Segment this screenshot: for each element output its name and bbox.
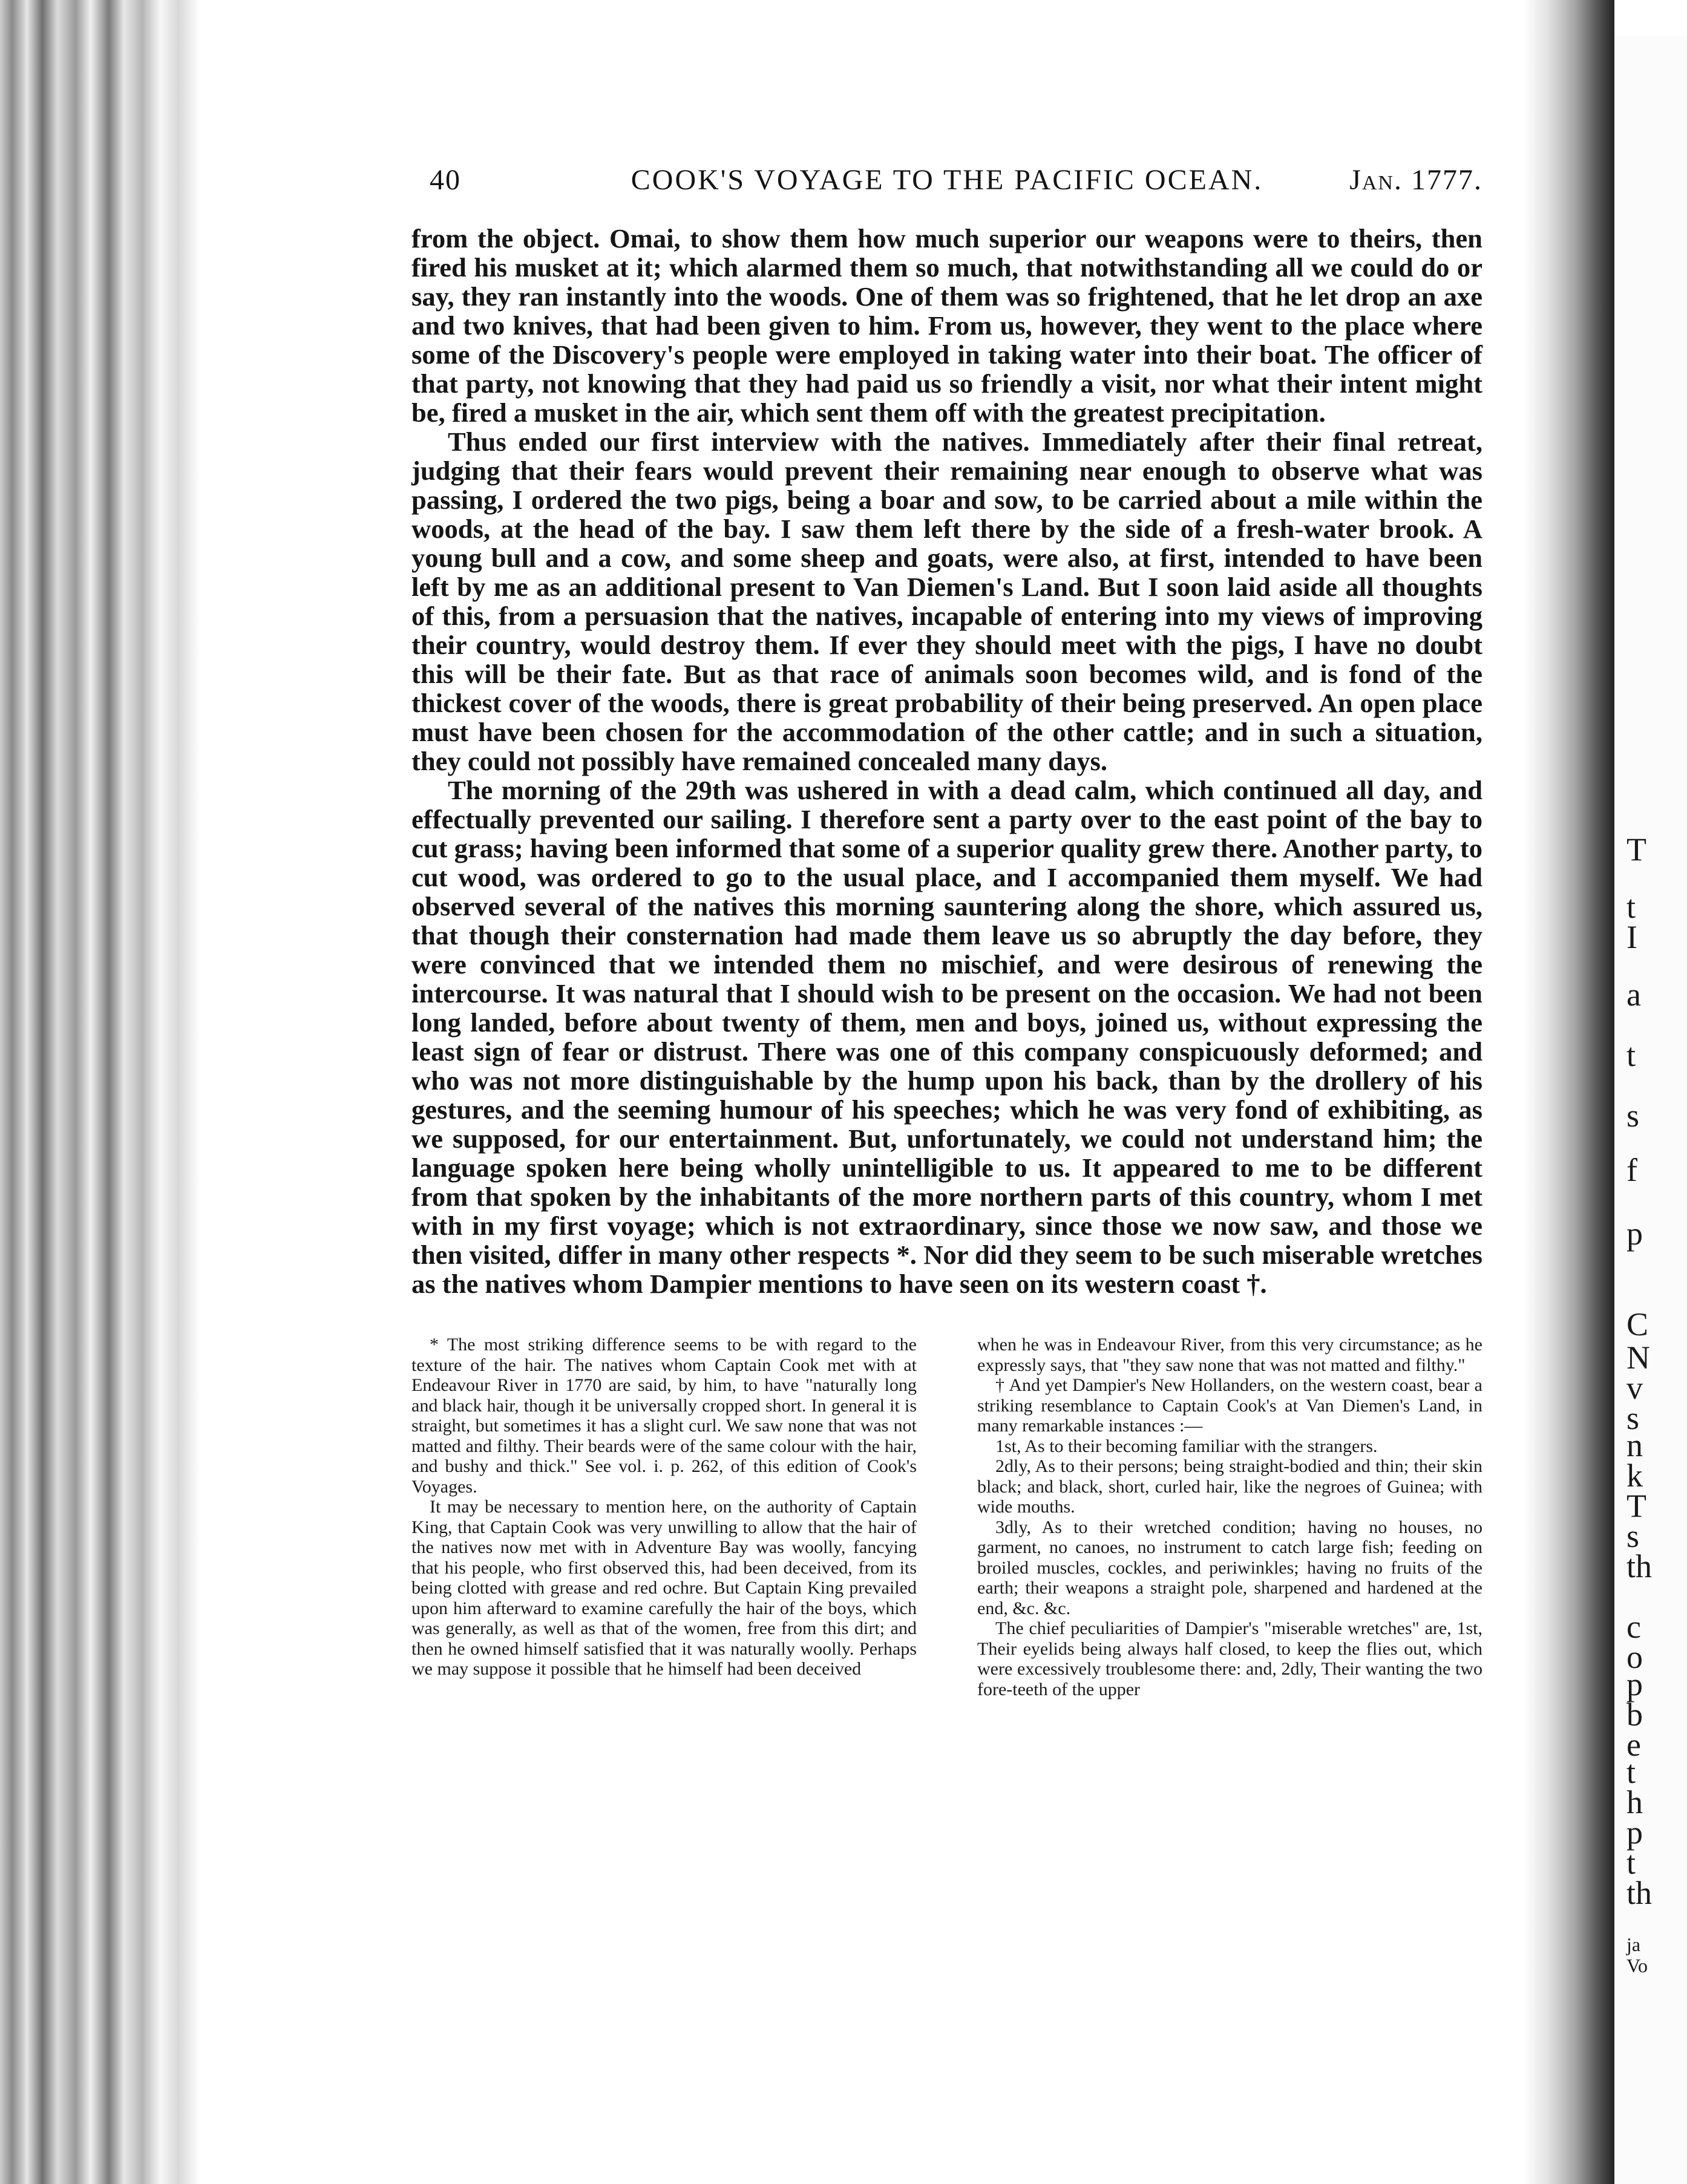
facing-page-fragment: ja [1626,1934,1641,1955]
facing-page-fragment: t [1626,1845,1636,1881]
footnote-paragraph: 1st, As to their becoming familiar with the strangers. [995,1436,1378,1456]
facing-page-fragment: a [1626,976,1641,1013]
facing-page-fragment: Vo [1626,1955,1648,1976]
facing-page-fragment: h [1626,1784,1643,1820]
footnote-paragraph: It may be necessary to mention here, on the authority of Captain King, that Captain Cook was very unwilling to allow that the hair of the natives now met with in Adventure Bay was woolly, fancying that his people, who first observed this, had been deceived, from its being clotted with grease and red ochre. But Captain King prevailed upon him afterward to examine carefully the hair of the boys, which was generally, as well as that of the women, free from this dirt; and then he owned himself satisfied that it was naturally woolly. Perhaps we may suppose it possible that he himself had been deceived [411,1497,917,1679]
footnotes [411,1335,1482,1699]
facing-page-fragment: f [1626,1152,1637,1188]
paragraph: from the object. Omai, to show them how much superior our weapons were to theirs, then fired his musket at it; which alarmed them so much, that notwithstanding all we could do or say, they ran instantly into the woods. One of them was so frightened, that he let drop an axe and two knives, that had been given to him. From us, however, they went to the place where some of the Discovery's people were employed in taking water into their boat. The officer of that party, not knowing that they had paid us so friendly a visit, nor what their intent might be, fired a musket in the air, which sent them off with the greatest precipitation. [411,223,1482,428]
facing-page-fragment: t [1626,1037,1636,1073]
running-head [411,163,1482,206]
facing-page-fragment: th [1626,1875,1653,1911]
binding-gutter [0,0,200,2184]
facing-page-fragment: T [1626,1488,1646,1524]
facing-page-fragment: v [1626,1370,1643,1406]
facing-page-fragment: I [1626,919,1637,955]
facing-page-fragment: th [1626,1548,1653,1584]
footnote-column-right [977,1335,1482,1699]
facing-page-fragment: C [1626,1306,1649,1342]
footnote-paragraph: when he was in Endeavour River, from this very circumstance; as he expressly says, that "they saw none that was not matted and filthy." [977,1335,1482,1375]
facing-page-fragment: N [1626,1339,1650,1376]
body-text [411,224,1482,1298]
page-number: 40 [430,164,461,196]
facing-page-fragment: p [1626,1666,1643,1702]
facing-page-fragment: s [1626,1097,1640,1134]
running-title: COOK'S VOYAGE TO THE PACIFIC OCEAN. [631,164,1263,196]
facing-page-fragment: n [1626,1427,1643,1463]
facing-page-fragment: s [1626,1400,1640,1436]
facing-page-fragment: t [1626,1754,1636,1790]
paragraph: Thus ended our first interview with the natives. Immediately after their final retreat, judging that their fears would prevent their remaining near enough to observe what was passing, I ordered the two pigs, being a boar and sow, to be carried about a mile within the woods, at the head of the bay. I saw them left there by the side of a fresh-water brook. A young bull and a cow, and some sheep and goats, were also, at first, intended to have been left by me as an additional present to Van Diemen's Land. But I soon laid aside all thoughts of this, from a persuasion that the natives, incapable of entering into my views of improving their country, would destroy them. If ever they should meet with the pigs, I have no doubt this will be their fate. But as that race of animals soon becomes wild, and is fond of the thickest cover of the woods, there is great probability of their being preserved. An open place must have been chosen for the accommodation of the other cattle; and in such a situation, they could not possibly have remained concealed many days. [411,427,1482,776]
facing-page-fragment: t [1626,889,1636,925]
facing-page-fragment: b [1626,1696,1643,1733]
facing-page-fragment: e [1626,1727,1641,1763]
facing-page-fragment: o [1626,1639,1643,1675]
book-page [411,163,1482,1699]
facing-page-fragment: p [1626,1814,1643,1851]
facing-page-edge [1614,36,1687,2184]
running-date: Jan. 1777. [1349,164,1482,196]
footnote-paragraph: * The most striking difference seems to be with regard to the texture of the hair. The natives whom Captain Cook met with at Endeavour River in 1770 are said, by him, to have "naturally long and black hair, though it be universally cropped short. In general it is straight, but sometimes it has a slight curl. We saw none that was not matted and filthy. Their beards were of the same colour with the hair, and bushy and thick." See vol. i. p. 262, of this edition of Cook's Voyages. [411,1335,917,1497]
footnote-paragraph: 3dly, As to their wretched condition; having no houses, no garment, no canoes, no instrument to catch large fish; feeding on broiled muscles, cockles, and periwinkles; having no fruits of the earth; their weapons a straight pole, sharpened and hardened at the end, &c. &c. [977,1517,1482,1618]
page-fold-shadow [1524,0,1614,2184]
facing-page-fragment: k [1626,1457,1643,1494]
footnote-column-left [411,1335,917,1699]
footnote-paragraph: † And yet Dampier's New Hollanders, on the western coast, bear a striking resemblance to Captain Cook's at Van Diemen's Land, in many remarkable instances :— [977,1375,1482,1436]
facing-page-fragment: c [1626,1609,1641,1645]
facing-page-fragment: p [1626,1215,1643,1252]
paragraph: The morning of the 29th was ushered in with a dead calm, which continued all day, and effectually prevented our sailing. I therefore sent a party over to the east point of the bay to cut grass; having been informed that some of a superior quality grew there. Another party, to cut wood, was ordered to go to the usual place, and I accompanied them myself. We had observed several of the natives this morning sauntering along the shore, which assured us, that though their consternation had made them leave us so abruptly the day before, they were convinced that we intended them no mischief, and were desirous of renewing the intercourse. It was natural that I should wish to be present on the occasion. We had not been long landed, before about twenty of them, men and boys, joined us, without expressing the least sign of fear or distrust. There was one of this company conspicuously deformed; and who was not more distinguishable by the hump upon his back, than by the drollery of his gestures, and the seeming humour of his speeches; which he was very fond of exhibiting, as we supposed, for our entertainment. But, unfortunately, we could not understand him; the language spoken here being wholly unintelligible to us. It appeared to me to be different from that spoken by the inhabitants of the more northern parts of this country, whom I met with in my first voyage; which is not extraordinary, since those we now saw, and those we then visited, differ in many other respects *. Nor did they seem to be such miserable wretches as the natives whom Dampier mentions to have seen on its western coast †. [411,775,1482,1299]
facing-page-fragment: s [1626,1518,1640,1554]
footnote-paragraph: The chief peculiarities of Dampier's "miserable wretches" are, 1st, Their eyelids being always half closed, to keep the flies out, which were excessively troublesome there: and, 2dly, Their wanting the two fore-teeth of the upper [977,1618,1482,1699]
facing-page-fragment: T [1626,831,1646,868]
footnote-paragraph: 2dly, As to their persons; being straight-bodied and thin; their skin black; and black, short, curled hair, like the negroes of Guinea; with wide mouths. [977,1456,1482,1517]
